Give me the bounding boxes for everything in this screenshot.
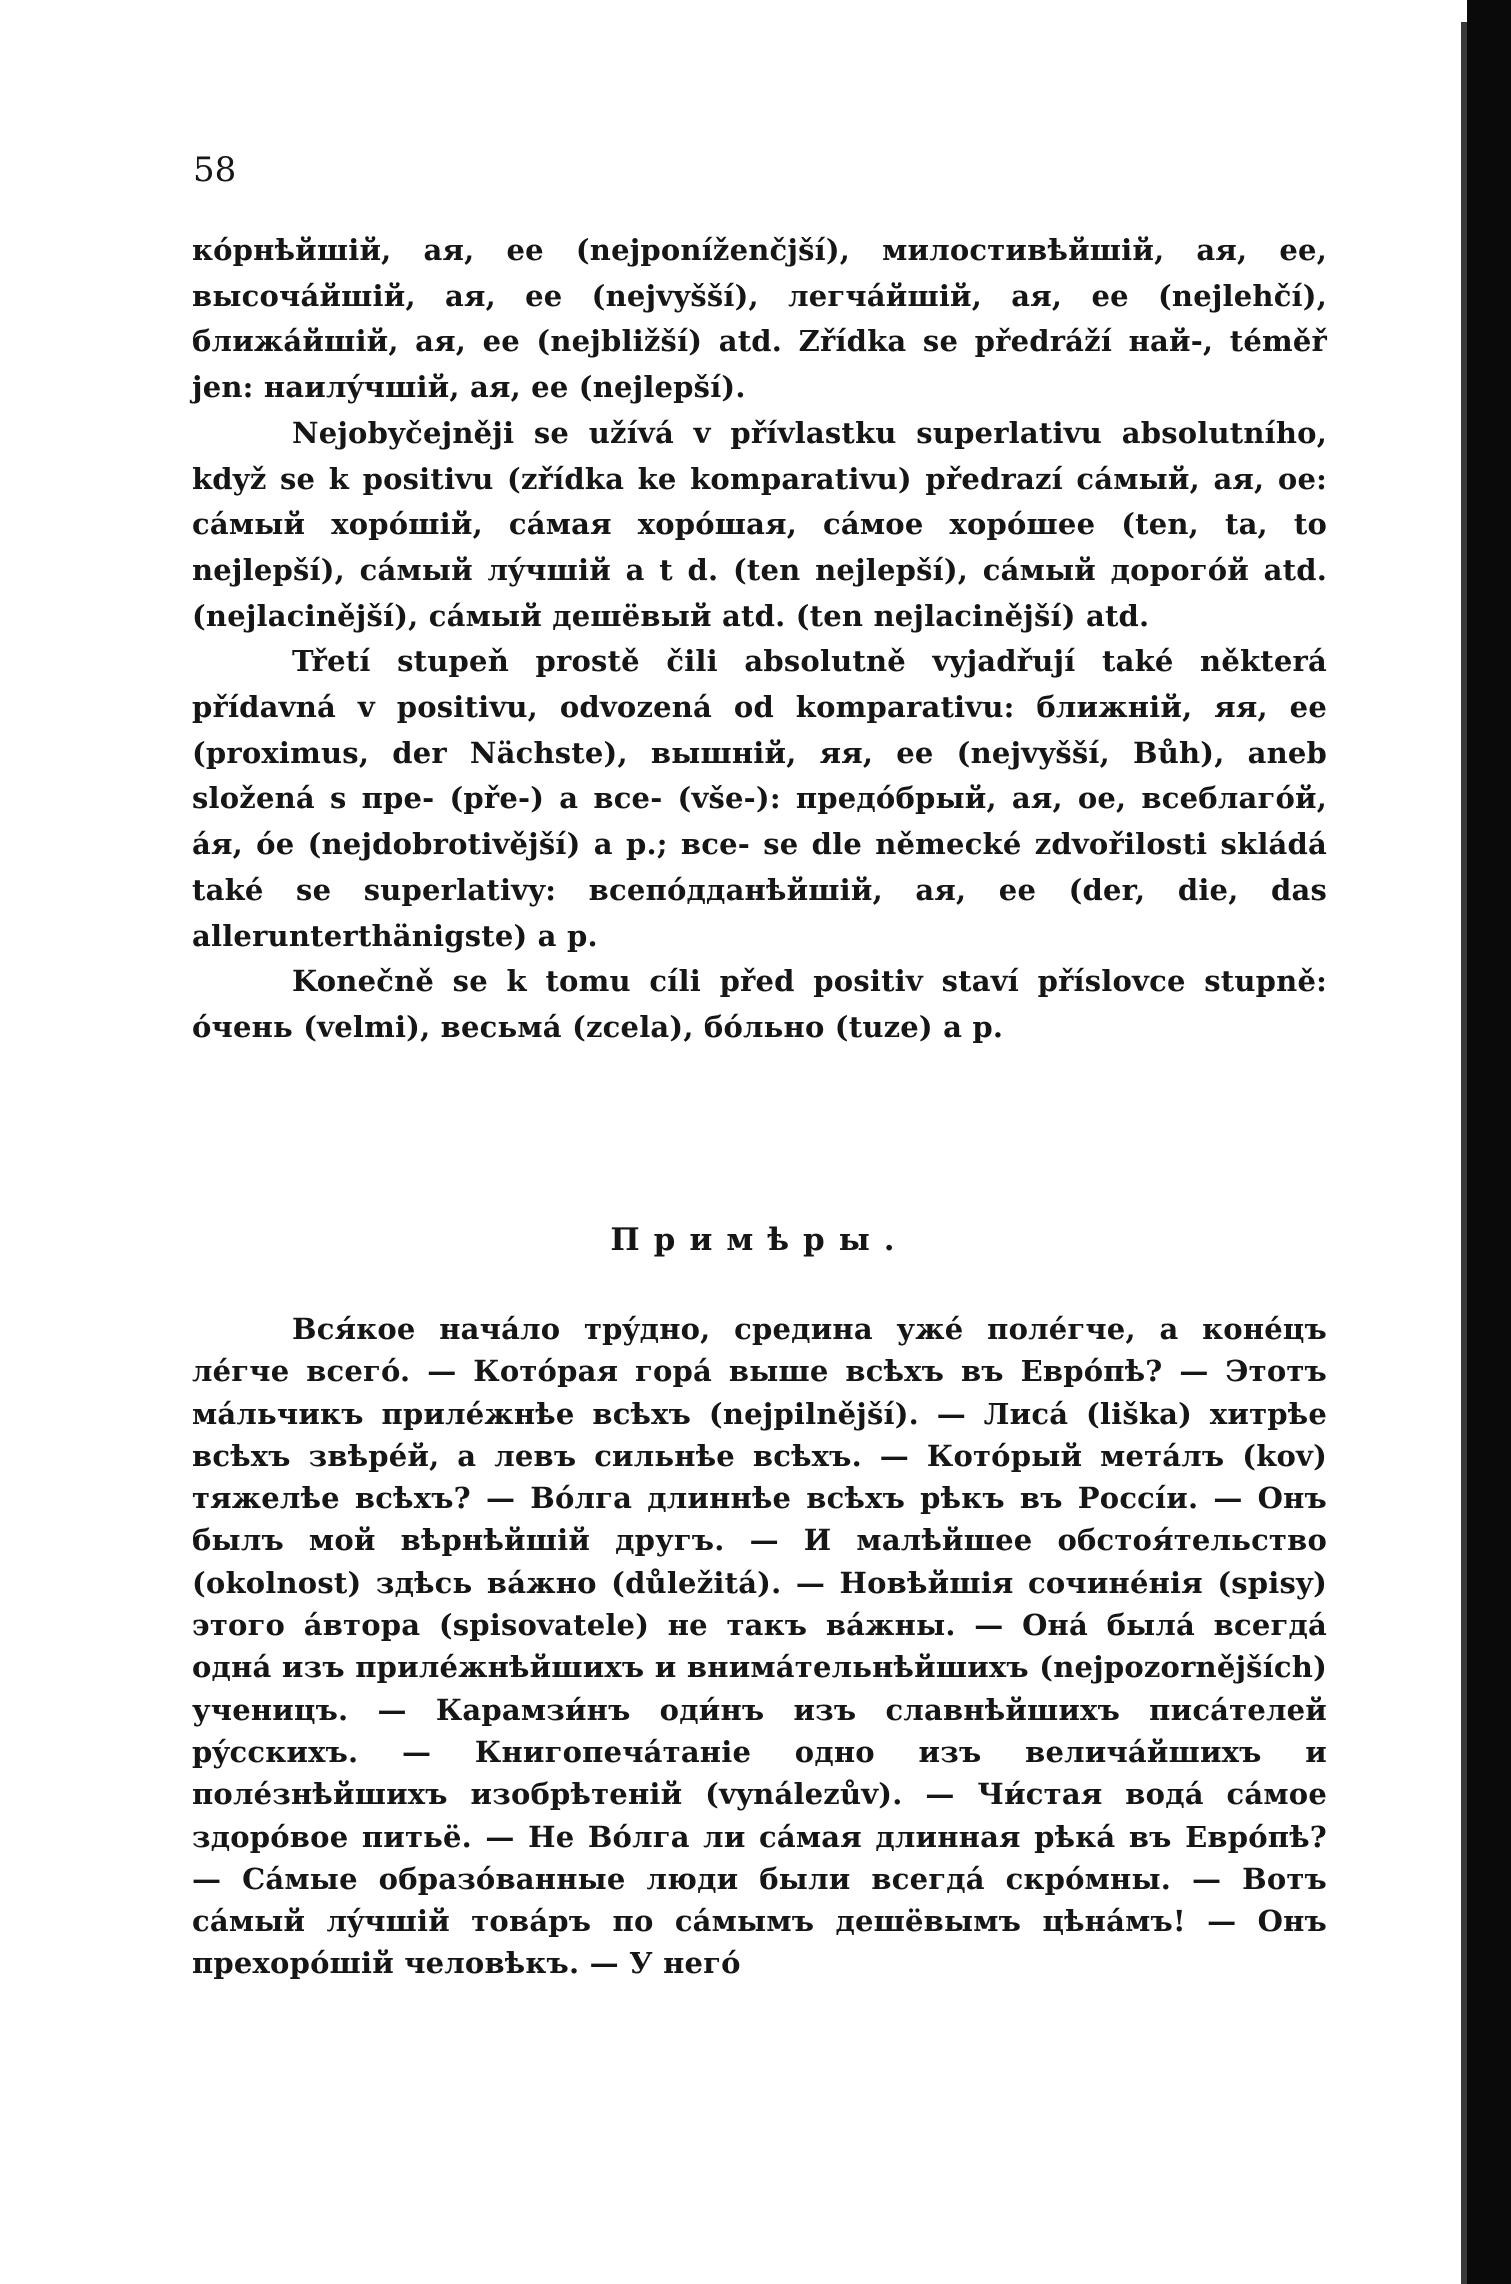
paragraph-third-degree: Třetí stupeň prostě čili absolutně vyjadřují také některá přídavná v positivu, odvozená od komparativu: ближній, яя, ее (proximus, der Nächste), вышній, яя, ее (nejvyšší, Bůh), aneb složená s пре- (pře-) a все- (vše-): предóбрый, ая, ое, всеблагóй, áя, óе (nejdobrotivější) a p.; все- se dle německé zdvořilosti skládá také se superlativy: всепóдданѣйшій, ая, ее (der, die, das allerunterthänigste) a p. [192, 644, 1327, 953]
body-text [192, 228, 1327, 1051]
section-heading-examples: Примѣры. [610, 1222, 909, 1258]
paragraph-absolute-superlative: Nejobyčejněji se užívá v přívlastku superlativu absolutního, když se k positivu (zřídka ke komparativu) předrazí сáмый, ая, ое: сáмый хорóшій, сáмая хорóшая, сáмое хорóшее (ten, ta, to nejlepší), сáмый лýчшій a t d. (ten nejlepší), сáмый дорогóй atd. (nejlacinější), сáмый дешёвый atd. (ten nejlacinější) atd. [192, 415, 1327, 633]
examples-text [192, 1308, 1327, 1985]
paragraph-examples: Вся́кое начáло трýдно, срединa ужé полéгче, а конéцъ лéгче всегó. — Котóрая горá выше всѣхъ въ Еврóпѣ? — Этотъ мáльчикъ прилéжнѣе всѣхъ (nejpilnější). — Лисá (liška) хитрѣе всѣхъ звѣрéй, а левъ сильнѣе всѣхъ. — Котóрый метáлъ (kov) тяжелѣе всѣхъ? — Вóлга длиннѣе всѣхъ рѣкъ въ Россíи. — Онъ былъ мой вѣрнѣйшій другъ. — И малѣйшее обстоя́тельство (okolnost) здѣсь вáжно (důležitá). — Новѣйшія сочинéнія (spisy) этого áвтора (spisovatele) не такъ вáжны. — Онá былá всегдá однá изъ прилéжнѣйшихъ и внимáтельнѣйшихъ (nejpozornějších) ученицъ. — Карамзи́нъ оди́нъ изъ славнѣйшихъ писáтелей рýсскихъ. — Книгопечáтаніе одно изъ величáйшихъ и полéзнѣйшихъ изобрѣтеній (vynálezův). — Чи́стая водá сáмое здорóвое питьё. — Не Вóлга ли сáмая длинная рѣкá въ Еврóпѣ? — Сáмые образóванные люди были всегдá скрóмны. — Вотъ сáмый лýчшій товáръ по сáмымъ дешёвымъ цѣнáмъ! — Онъ прехорóшій человѣкъ. — У негó [192, 1312, 1327, 1981]
page-number: 58 [193, 150, 237, 190]
scan-edge-border [1467, 0, 1511, 2284]
paragraph-superlative-forms: кóрнѣйшій, ая, ее (nejponíženčjší), милостивѣйшій, ая, ее, высочáйшій, ая, ее (nejvyšší), легчáйшій, ая, ее (nejlehčí), ближáйшій, ая, ее (nejbližší) atd. Zřídka se předráží най-, téměř jen: наилýчшій, ая, ее (nejlepší). [192, 233, 1327, 405]
paragraph-adverbs-of-degree: Konečně se k tomu cíli před positiv staví příslovce stupně: óчень (velmi), весьмá (zcela), бóльно (tuze) a p. [192, 964, 1327, 1044]
